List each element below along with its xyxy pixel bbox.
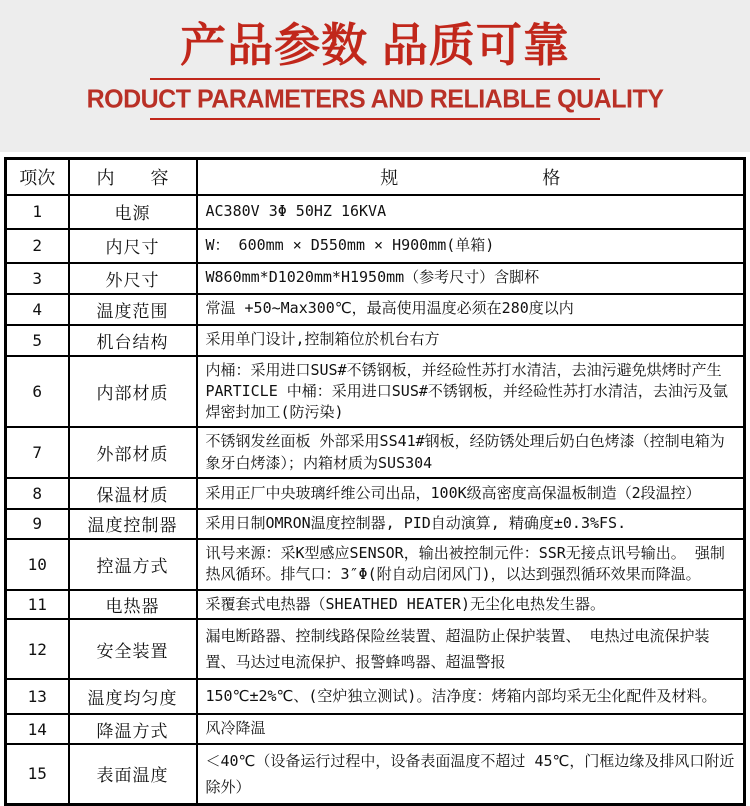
row-number-cell: 10 bbox=[6, 539, 69, 590]
spec-cell: 不锈钢发丝面板 外部采用SS41#钢板，经防锈处理后奶白色烤漆（控制电箱为象牙白烤漆）；内箱材质为SUS304 bbox=[197, 427, 745, 478]
page-title: 产品参数 品质可靠 bbox=[180, 19, 570, 71]
row-number-cell: 11 bbox=[6, 590, 69, 619]
table-row bbox=[6, 294, 745, 325]
table-row bbox=[6, 679, 745, 714]
spec-cell: W： 600mm × D550mm × H900mm(单箱) bbox=[197, 229, 745, 263]
table-row bbox=[6, 509, 745, 539]
spec-cell: 采用单门设计,控制箱位於机台右方 bbox=[197, 325, 745, 356]
row-number-cell: 3 bbox=[6, 263, 69, 294]
column-header-index: 项次 bbox=[6, 159, 69, 195]
row-number-cell: 2 bbox=[6, 229, 69, 263]
spec-cell: 采覆套式电热器（SHEATHED HEATER)无尘化电热发生器。 bbox=[197, 590, 745, 619]
item-name-cell: 机台结构 bbox=[69, 325, 197, 356]
spec-cell: ＜40℃（设备运行过程中，设备表面温度不超过 45℃，门框边缘及排风口附近除外） bbox=[197, 744, 745, 805]
table-row bbox=[6, 744, 745, 805]
item-name-cell: 电源 bbox=[69, 195, 197, 229]
item-name-cell: 温度范围 bbox=[69, 294, 197, 325]
item-name-cell: 外部材质 bbox=[69, 427, 197, 478]
row-number-cell: 13 bbox=[6, 679, 69, 714]
page-subtitle: RODUCT PARAMETERS AND RELIABLE QUALITY bbox=[86, 84, 664, 114]
row-number-cell: 15 bbox=[6, 744, 69, 805]
spec-cell: W860mm*D1020mm*H1950mm（参考尺寸）含脚杯 bbox=[197, 263, 745, 294]
table-row bbox=[6, 195, 745, 229]
parameters-table bbox=[4, 157, 746, 806]
table-row bbox=[6, 478, 745, 509]
item-name-cell: 温度均匀度 bbox=[69, 679, 197, 714]
item-name-cell: 表面温度 bbox=[69, 744, 197, 805]
item-name-cell: 温度控制器 bbox=[69, 509, 197, 539]
row-number-cell: 14 bbox=[6, 714, 69, 743]
divider-line-top bbox=[150, 78, 600, 80]
spec-cell: 采用正厂中央玻璃纤维公司出品，100K级高密度高保温板制造（2段温控） bbox=[197, 478, 745, 509]
item-name-cell: 安全装置 bbox=[69, 619, 197, 680]
spec-cell: 常温 +50~Max300℃，最高使用温度必须在280度以内 bbox=[197, 294, 745, 325]
row-number-cell: 12 bbox=[6, 619, 69, 680]
spec-cell: 内桶：采用进口SUS#不锈钢板，并经硷性苏打水清洁，去油污避免烘烤时产生 PARTICLE 中桶：采用进口SUS#不锈钢板，并经硷性苏打水清洁，去油污及氩焊密封加工(防污染) bbox=[197, 356, 745, 428]
item-name-cell: 内部材质 bbox=[69, 356, 197, 428]
item-name-cell: 控温方式 bbox=[69, 539, 197, 590]
spec-cell: 讯号来源：采K型感应SENSOR，输出被控制元件：SSR无接点讯号输出。 强制热风循环。排气口：3″Φ(附自动启闭风门)，以达到强烈循环效果而降温。 bbox=[197, 539, 745, 590]
row-number-cell: 1 bbox=[6, 195, 69, 229]
row-number-cell: 4 bbox=[6, 294, 69, 325]
table-row bbox=[6, 229, 745, 263]
table-row bbox=[6, 263, 745, 294]
table-row bbox=[6, 590, 745, 619]
banner bbox=[0, 0, 750, 152]
spec-cell: AC380V 3Φ 50HZ 16KVA bbox=[197, 195, 745, 229]
row-number-cell: 7 bbox=[6, 427, 69, 478]
row-number-cell: 8 bbox=[6, 478, 69, 509]
item-name-cell: 降温方式 bbox=[69, 714, 197, 743]
parameters-table-wrap bbox=[0, 152, 750, 806]
row-number-cell: 9 bbox=[6, 509, 69, 539]
item-name-cell: 内尺寸 bbox=[69, 229, 197, 263]
spec-cell: 风冷降温 bbox=[197, 714, 745, 743]
item-name-cell: 电热器 bbox=[69, 590, 197, 619]
table-row bbox=[6, 427, 745, 478]
row-number-cell: 6 bbox=[6, 356, 69, 428]
column-header-spec: 规 格 bbox=[197, 159, 745, 195]
row-number-cell: 5 bbox=[6, 325, 69, 356]
item-name-cell: 外尺寸 bbox=[69, 263, 197, 294]
table-row bbox=[6, 714, 745, 743]
column-header-content: 内 容 bbox=[69, 159, 197, 195]
table-row bbox=[6, 539, 745, 590]
item-name-cell: 保温材质 bbox=[69, 478, 197, 509]
spec-cell: 150℃±2%℃、(空炉独立测试)。洁净度：烤箱内部均采无尘化配件及材料。 bbox=[197, 679, 745, 714]
spec-cell: 采用日制OMRON温度控制器, PID自动演算, 精确度±0.3%FS. bbox=[197, 509, 745, 539]
spec-cell: 漏电断路器、控制线路保险丝装置、超温防止保护装置、 电热过电流保护装置、马达过电流保护、报警蜂鸣器、超温警报 bbox=[197, 619, 745, 680]
divider-line-bottom bbox=[150, 118, 600, 120]
table-row bbox=[6, 325, 745, 356]
table-row bbox=[6, 619, 745, 680]
table-row bbox=[6, 356, 745, 428]
table-header-row bbox=[6, 159, 745, 195]
